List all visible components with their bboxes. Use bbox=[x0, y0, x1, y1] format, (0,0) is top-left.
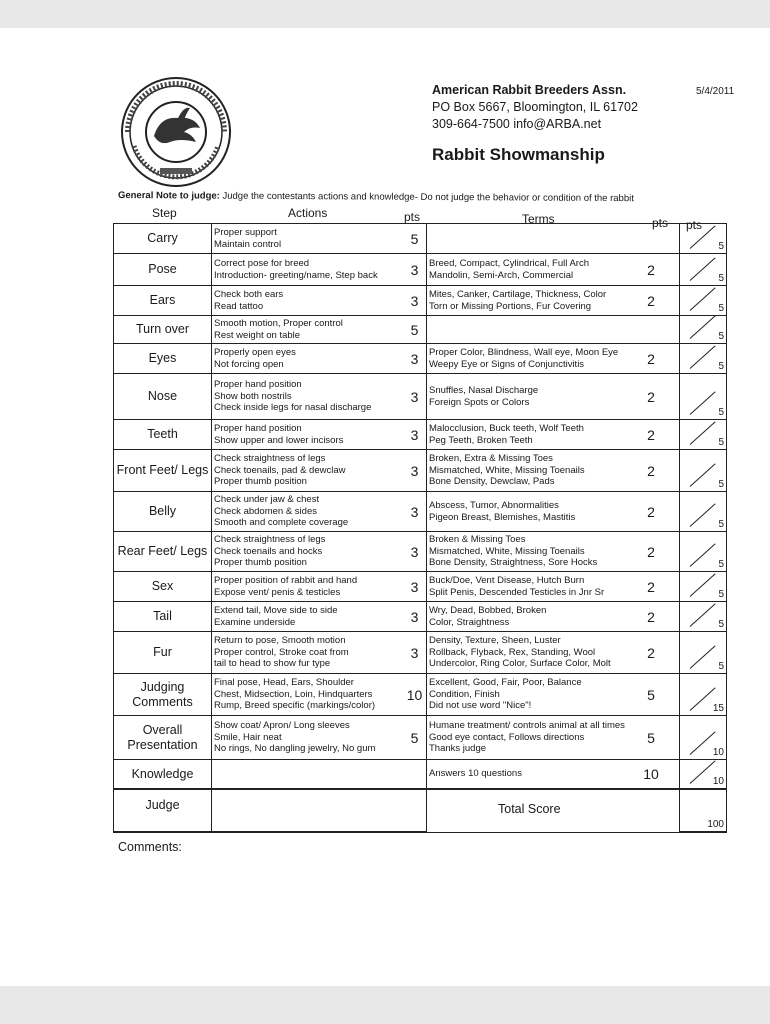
table-row bbox=[113, 631, 727, 673]
column-header-terms-pts: pts bbox=[652, 216, 669, 230]
terms-cell bbox=[427, 286, 639, 315]
action-points-cell: 3 bbox=[403, 254, 427, 285]
column-gap bbox=[663, 224, 679, 253]
action-line: Show coat/ Apron/ Long sleeves bbox=[214, 720, 350, 732]
action-line: Check both ears bbox=[214, 289, 284, 300]
action-points-cell: 3 bbox=[403, 532, 427, 571]
actions-cell bbox=[211, 344, 403, 373]
action-line: Smooth motion, Proper control bbox=[214, 318, 343, 329]
actions-cell bbox=[211, 716, 403, 759]
terms-points-cell: 10 bbox=[643, 766, 659, 782]
term-line: Humane treatment/ controls animal at all times bbox=[429, 720, 625, 732]
step-cell: Pose bbox=[113, 254, 211, 285]
step-cell: Carry bbox=[113, 224, 211, 253]
action-points-cell: 5 bbox=[403, 716, 427, 759]
terms-cell bbox=[427, 316, 639, 343]
term-line: Snuffles, Nasal Discharge bbox=[429, 385, 539, 396]
scoring-table bbox=[113, 223, 727, 833]
actions-cell bbox=[211, 224, 403, 253]
term-line: Malocclusion, Buck teeth, Wolf Teeth bbox=[429, 423, 584, 434]
judge-note-text: Judge the contestants actions and knowledge- Do not judge the behavior or condition of the rabbit bbox=[222, 190, 634, 205]
term-line: Weepy Eye or Signs of Conjunctivitis bbox=[429, 358, 585, 370]
action-line: Proper control, Stroke coat from bbox=[214, 646, 349, 658]
column-gap bbox=[663, 374, 679, 419]
terms-points-cell: 2 bbox=[647, 503, 655, 520]
action-line: Maintain control bbox=[214, 238, 282, 250]
column-gap bbox=[663, 632, 679, 673]
step-cell: Sex bbox=[113, 572, 211, 601]
actions-cell bbox=[211, 286, 403, 315]
action-line: Introduction- greeting/name, Step back bbox=[214, 269, 378, 281]
action-line: Check abdomen & sides bbox=[214, 505, 317, 517]
score-box[interactable] bbox=[679, 632, 727, 673]
step-cell: Knowledge bbox=[113, 760, 211, 788]
table-row bbox=[113, 449, 727, 491]
column-gap bbox=[663, 790, 679, 832]
step-cell: Judging Comments bbox=[113, 674, 211, 715]
action-line: Proper thumb position bbox=[214, 557, 307, 569]
action-line: Show upper and lower incisors bbox=[214, 434, 344, 446]
score-slash bbox=[690, 503, 716, 526]
score-slash bbox=[690, 731, 716, 754]
score-box[interactable] bbox=[679, 286, 727, 315]
actions-cell bbox=[211, 572, 403, 601]
column-gap bbox=[663, 344, 679, 373]
step-cell: Nose bbox=[113, 374, 211, 419]
score-box[interactable] bbox=[679, 492, 727, 531]
score-box[interactable] bbox=[679, 572, 727, 601]
terms-points-cell: 5 bbox=[647, 686, 655, 703]
column-gap bbox=[663, 532, 679, 571]
terms-points-cell bbox=[639, 316, 663, 343]
action-line: Check toenails, pad & dewclaw bbox=[214, 464, 346, 476]
terms-cell bbox=[427, 602, 639, 631]
term-line: Excellent, Good, Fair, Poor, Balance bbox=[429, 677, 582, 689]
terms-points-cell: 2 bbox=[647, 261, 655, 278]
score-slash bbox=[690, 760, 716, 783]
score-max: 5 bbox=[718, 273, 724, 284]
score-box[interactable] bbox=[679, 254, 727, 285]
terms-points-cell: 2 bbox=[647, 292, 655, 309]
terms-points-cell bbox=[639, 224, 663, 253]
terms-cell bbox=[427, 716, 639, 759]
total-score-max: 100 bbox=[707, 819, 724, 830]
term-line: Buck/Doe, Vent Disease, Hutch Burn bbox=[429, 575, 585, 586]
action-line: Chest, Midsection, Loin, Hindquarters bbox=[214, 688, 373, 700]
term-line: Undercolor, Ring Color, Surface Color, Molt bbox=[429, 658, 611, 670]
score-max: 5 bbox=[718, 331, 724, 342]
actions-cell bbox=[211, 632, 403, 673]
term-line: Broken & Missing Toes bbox=[429, 534, 526, 546]
action-line: Check straightness of legs bbox=[214, 534, 326, 546]
terms-points-cell: 2 bbox=[647, 426, 655, 443]
action-line: Proper hand position bbox=[214, 423, 302, 434]
score-box[interactable] bbox=[679, 716, 727, 759]
judge-row bbox=[113, 789, 727, 833]
column-header-actions: Actions bbox=[288, 206, 328, 220]
terms-points-cell: 2 bbox=[647, 388, 655, 405]
score-max: 10 bbox=[712, 776, 724, 787]
org-contact: 309-664-7500 info@ARBA.net bbox=[432, 117, 602, 131]
column-gap bbox=[663, 602, 679, 631]
terms-cell bbox=[427, 224, 639, 253]
action-line: Extend tail, Move side to side bbox=[214, 605, 338, 616]
action-line: Show both nostrils bbox=[214, 390, 292, 402]
arba-seal-logo bbox=[120, 76, 232, 188]
term-line: Proper Color, Blindness, Wall eye, Moon Eye bbox=[429, 347, 619, 358]
score-max: 5 bbox=[718, 407, 724, 418]
actions-cell bbox=[211, 420, 403, 449]
term-line: Broken, Extra & Missing Toes bbox=[429, 453, 553, 465]
action-line: Return to pose, Smooth motion bbox=[214, 635, 346, 647]
action-points-cell: 5 bbox=[403, 224, 427, 253]
action-line: Smooth and complete coverage bbox=[214, 517, 349, 529]
judge-note bbox=[118, 190, 634, 204]
step-cell: Teeth bbox=[113, 420, 211, 449]
term-line: Bone Density, Dewclaw, Pads bbox=[429, 476, 555, 488]
form-date: 5/4/2011 bbox=[696, 86, 735, 97]
action-points-cell: 5 bbox=[403, 316, 427, 343]
score-box[interactable] bbox=[679, 674, 727, 715]
column-gap bbox=[663, 492, 679, 531]
terms-cell bbox=[427, 420, 639, 449]
terms-cell bbox=[427, 760, 639, 788]
score-slash bbox=[690, 257, 716, 280]
term-line: Mandolin, Semi-Arch, Commercial bbox=[429, 269, 574, 281]
terms-cell bbox=[427, 254, 639, 285]
action-line: Properly open eyes bbox=[214, 347, 296, 358]
score-slash bbox=[690, 391, 716, 414]
score-slash bbox=[690, 345, 716, 368]
total-spacer-pts bbox=[639, 790, 663, 832]
term-line: Split Penis, Descended Testicles in Jnr Sr bbox=[429, 586, 605, 598]
terms-cell bbox=[427, 572, 639, 601]
term-line: Bone Density, Straightness, Sore Hocks bbox=[429, 557, 598, 569]
score-max: 5 bbox=[718, 619, 724, 630]
table-row bbox=[113, 315, 727, 343]
score-max: 5 bbox=[718, 479, 724, 490]
terms-cell bbox=[427, 632, 639, 673]
action-line: Check toenails and hocks bbox=[214, 545, 323, 557]
column-gap bbox=[663, 286, 679, 315]
action-line: Check inside legs for nasal discharge bbox=[214, 402, 372, 414]
action-points-cell: 3 bbox=[403, 492, 427, 531]
action-line: No rings, No dangling jewelry, No gum bbox=[214, 743, 376, 755]
actions-cell bbox=[211, 450, 403, 491]
term-line: Answers 10 questions bbox=[429, 768, 522, 780]
score-box[interactable] bbox=[679, 344, 727, 373]
action-line: Not forcing open bbox=[214, 358, 284, 370]
term-line: Rollback, Flyback, Rex, Standing, Wool bbox=[429, 646, 596, 658]
term-line: Mites, Canker, Cartilage, Thickness, Color bbox=[429, 289, 607, 300]
action-line: Proper hand position bbox=[214, 379, 302, 391]
term-line: Mismatched, White, Missing Toenails bbox=[429, 545, 585, 557]
score-max: 10 bbox=[712, 747, 724, 758]
table-row bbox=[113, 373, 727, 419]
column-gap bbox=[663, 674, 679, 715]
action-points-cell: 3 bbox=[403, 286, 427, 315]
score-slash bbox=[690, 687, 716, 710]
term-line: Peg Teeth, Broken Teeth bbox=[429, 434, 533, 446]
action-points-cell bbox=[403, 760, 427, 788]
term-line: Good eye contact, Follows directions bbox=[429, 731, 585, 743]
term-line: Foreign Spots or Colors bbox=[429, 396, 530, 408]
score-max: 5 bbox=[718, 303, 724, 314]
action-line: Proper thumb position bbox=[214, 476, 307, 488]
comments-label: Comments: bbox=[118, 840, 182, 854]
score-slash bbox=[690, 603, 716, 626]
column-gap bbox=[663, 254, 679, 285]
column-header-action-pts: pts bbox=[404, 210, 421, 224]
column-gap bbox=[663, 572, 679, 601]
step-cell: Ears bbox=[113, 286, 211, 315]
organization-block bbox=[432, 82, 638, 133]
actions-cell bbox=[211, 532, 403, 571]
terms-points-cell: 2 bbox=[647, 543, 655, 560]
score-box[interactable] bbox=[679, 374, 727, 419]
terms-points-cell: 2 bbox=[647, 462, 655, 479]
column-gap bbox=[663, 450, 679, 491]
terms-points-cell: 2 bbox=[647, 644, 655, 661]
step-cell: Overall Presentation bbox=[113, 716, 211, 759]
action-points-cell: 3 bbox=[403, 374, 427, 419]
table-row bbox=[113, 285, 727, 315]
action-line: Smile, Hair neat bbox=[214, 731, 282, 743]
action-points-cell: 3 bbox=[403, 572, 427, 601]
actions-cell bbox=[211, 254, 403, 285]
score-slash bbox=[690, 573, 716, 596]
column-gap bbox=[663, 760, 679, 788]
terms-cell bbox=[427, 674, 639, 715]
score-box[interactable] bbox=[679, 224, 727, 253]
terms-cell bbox=[427, 492, 639, 531]
score-max: 5 bbox=[718, 559, 724, 570]
term-line: Color, Straightness bbox=[429, 616, 510, 628]
score-box[interactable] bbox=[679, 532, 727, 571]
judge-label-cell: Judge bbox=[113, 790, 211, 832]
actions-cell bbox=[211, 760, 403, 788]
table-row bbox=[113, 419, 727, 449]
term-line: Condition, Finish bbox=[429, 688, 500, 700]
column-gap bbox=[663, 420, 679, 449]
score-slash bbox=[690, 315, 716, 338]
table-row bbox=[113, 343, 727, 373]
terms-points-cell: 5 bbox=[647, 729, 655, 746]
step-cell: Belly bbox=[113, 492, 211, 531]
table-row bbox=[113, 715, 727, 759]
terms-cell bbox=[427, 450, 639, 491]
score-max: 5 bbox=[718, 361, 724, 372]
action-points-cell: 3 bbox=[403, 602, 427, 631]
score-slash bbox=[690, 543, 716, 566]
term-line: Breed, Compact, Cylindrical, Full Arch bbox=[429, 258, 589, 269]
judge-note-label: General Note to judge: bbox=[117, 190, 220, 202]
org-address: PO Box 5667, Bloomington, IL 61702 bbox=[432, 100, 638, 114]
term-line: Thanks judge bbox=[429, 743, 487, 755]
action-line: Proper position of rabbit and hand bbox=[214, 575, 358, 586]
actions-cell bbox=[211, 674, 403, 715]
actions-cell bbox=[211, 492, 403, 531]
column-header-terms: Terms bbox=[522, 212, 555, 226]
term-line: Mismatched, White, Missing Toenails bbox=[429, 464, 585, 476]
step-cell: Fur bbox=[113, 632, 211, 673]
table-row bbox=[113, 601, 727, 631]
action-line: Expose vent/ penis & testicles bbox=[214, 586, 341, 598]
column-header-step: Step bbox=[152, 206, 177, 220]
total-score-box[interactable] bbox=[679, 790, 727, 832]
score-max: 5 bbox=[718, 589, 724, 600]
table-row bbox=[113, 253, 727, 285]
score-slash bbox=[690, 421, 716, 444]
action-line: Check straightness of legs bbox=[214, 453, 326, 465]
judge-signature-cell[interactable] bbox=[211, 790, 403, 832]
action-points-cell: 3 bbox=[403, 420, 427, 449]
table-row bbox=[113, 223, 727, 253]
action-line: Correct pose for breed bbox=[214, 258, 310, 269]
score-max: 5 bbox=[718, 437, 724, 448]
term-line: Abscess, Tumor, Abnormalities bbox=[429, 500, 559, 511]
scan-margin-top bbox=[0, 0, 770, 28]
terms-cell bbox=[427, 532, 639, 571]
action-line: Rest weight on table bbox=[214, 329, 301, 341]
score-box[interactable] bbox=[679, 316, 727, 343]
score-max: 5 bbox=[718, 241, 724, 252]
step-cell: Rear Feet/ Legs bbox=[113, 532, 211, 571]
action-points-cell: 3 bbox=[403, 344, 427, 373]
actions-cell bbox=[211, 374, 403, 419]
table-row bbox=[113, 759, 727, 789]
score-max: 5 bbox=[718, 661, 724, 672]
score-box[interactable] bbox=[679, 760, 727, 788]
table-row bbox=[113, 531, 727, 571]
term-line: Wry, Dead, Bobbed, Broken bbox=[429, 605, 547, 616]
form-title: Rabbit Showmanship bbox=[432, 145, 605, 164]
step-cell: Front Feet/ Legs bbox=[113, 450, 211, 491]
score-max: 15 bbox=[712, 703, 724, 714]
org-name: American Rabbit Breeders Assn. bbox=[432, 83, 627, 97]
action-line: Final pose, Head, Ears, Shoulder bbox=[214, 677, 354, 689]
table-row bbox=[113, 491, 727, 531]
score-slash bbox=[690, 225, 716, 248]
action-points-cell: 10 bbox=[403, 674, 427, 715]
action-line: Read tattoo bbox=[214, 300, 264, 312]
terms-points-cell: 2 bbox=[647, 350, 655, 367]
action-line: Examine underside bbox=[214, 616, 296, 628]
term-line: Density, Texture, Sheen, Luster bbox=[429, 635, 561, 647]
score-slash bbox=[690, 463, 716, 486]
actions-cell bbox=[211, 602, 403, 631]
column-gap bbox=[663, 316, 679, 343]
action-line: tail to head to show fur type bbox=[214, 658, 331, 670]
column-gap bbox=[663, 716, 679, 759]
total-score-label: Total Score bbox=[498, 802, 561, 816]
terms-points-cell: 2 bbox=[647, 578, 655, 595]
action-line: Proper support bbox=[214, 227, 277, 238]
terms-cell bbox=[427, 374, 639, 419]
score-slash bbox=[690, 287, 716, 310]
step-cell: Turn over bbox=[113, 316, 211, 343]
table-row bbox=[113, 571, 727, 601]
term-line: Pigeon Breast, Blemishes, Mastitis bbox=[429, 511, 576, 523]
score-slash bbox=[690, 645, 716, 668]
terms-points-cell: 2 bbox=[647, 608, 655, 625]
step-cell: Eyes bbox=[113, 344, 211, 373]
judge-points-cell bbox=[403, 790, 427, 832]
score-box[interactable] bbox=[679, 420, 727, 449]
action-line: Check under jaw & chest bbox=[214, 494, 320, 506]
actions-cell bbox=[211, 316, 403, 343]
action-points-cell: 3 bbox=[403, 632, 427, 673]
action-points-cell: 3 bbox=[403, 450, 427, 491]
action-line: Rump, Breed specific (markings/color) bbox=[214, 700, 376, 712]
terms-cell bbox=[427, 344, 639, 373]
term-line: Did not use word "Nice"! bbox=[429, 700, 532, 712]
score-box[interactable] bbox=[679, 602, 727, 631]
score-box[interactable] bbox=[679, 450, 727, 491]
table-row bbox=[113, 673, 727, 715]
step-cell: Tail bbox=[113, 602, 211, 631]
column-header-score-pts: pts bbox=[686, 218, 703, 232]
scan-margin-bottom bbox=[0, 986, 770, 1024]
term-line: Torn or Missing Portions, Fur Covering bbox=[429, 300, 592, 312]
score-max: 5 bbox=[718, 519, 724, 530]
